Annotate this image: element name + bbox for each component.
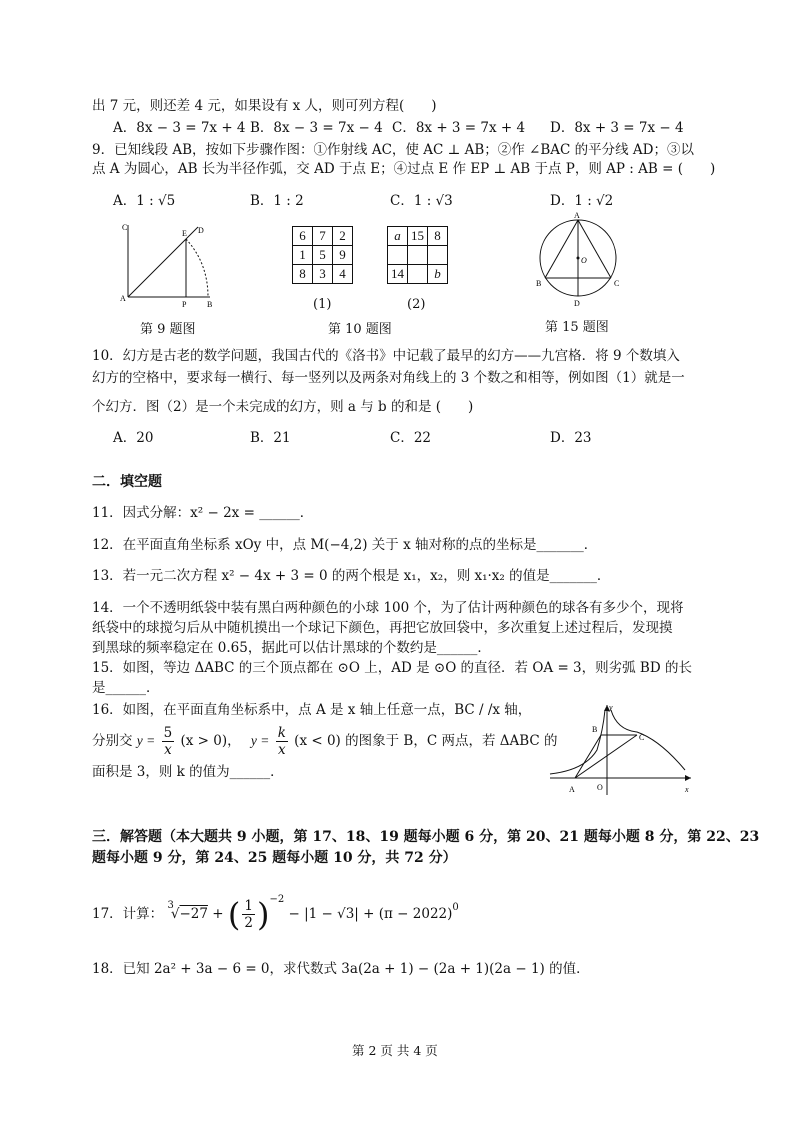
q10-option-c: C．22 <box>390 430 432 446</box>
figure-q15 <box>530 210 630 310</box>
q10-text-line1: 10．幻方是古老的数学问题，我国古代的《洛书》中记载了最早的幻方——九宫格．将 9 个数填入 <box>92 348 680 364</box>
figure-q9 <box>110 215 220 310</box>
section-solutions-line2: 题每小题 9 分，第 24、25 题每小题 10 分，共 72 分） <box>92 850 457 866</box>
q8-text: 出 7 元，则还差 4 元，如果设有 x 人，则可列方程( ) <box>92 98 437 114</box>
sq1-cell: 6 <box>293 227 313 246</box>
fig9-label-d: D <box>198 226 204 235</box>
q17-paren-right: ) <box>256 895 270 934</box>
sq2-cell: a <box>388 227 408 246</box>
q12-text: 12．在平面直角坐标系 xOy 中，点 M(−4,2) 关于 x 轴对称的点的坐标是_______． <box>92 537 598 553</box>
q16-text-line3: 面积是 3，则 k 的值为______． <box>92 764 284 780</box>
section-fill-in-title: 二．填空题 <box>92 474 162 490</box>
q11-text: 11．因式分解：x² − 2x = ______． <box>92 505 314 521</box>
q17-radicand: −27 <box>179 906 208 922</box>
q9-option-b: B．1 : 2 <box>250 193 304 209</box>
q14-text-line1: 14．一个不透明纸袋中装有黑白两种颜色的小球 100 个，为了估计两种颜色的球各有多少个，现将 <box>92 600 684 616</box>
q16-f1-num: 5 <box>163 725 173 741</box>
sq2-cell <box>408 265 428 284</box>
q17-exp2: 0 <box>452 902 459 913</box>
fig16-label-o: O <box>597 783 603 792</box>
q14-text-line2: 纸袋中的球搅匀后从中随机摸出一个球记下颜色，再把它放回袋中，多次重复上述过程后，发现摸 <box>92 620 673 636</box>
q16-f1-den: x <box>164 742 172 758</box>
magic-square-2 <box>387 226 448 284</box>
q17-frac <box>242 898 255 931</box>
sq1-cell: 3 <box>313 265 333 284</box>
q17-root-index: 3 <box>167 900 174 911</box>
fig15-label-a: A <box>574 211 580 220</box>
q17-plus: + <box>212 906 224 922</box>
sq2-cell: 8 <box>428 227 448 246</box>
q9-option-a: A．1 : √5 <box>113 193 176 209</box>
q17-label: 17．计算： <box>92 906 164 922</box>
fig15-label-c: C <box>614 279 620 288</box>
caption-fig10: 第 10 题图 <box>328 322 392 337</box>
caption-fig9: 第 9 题图 <box>140 322 196 337</box>
fig9-label-c: C <box>122 223 128 232</box>
sq1-cell: 7 <box>313 227 333 246</box>
fig16-label-a: A <box>569 785 575 794</box>
page-footer: 第 2 页 共 4 页 <box>352 1043 438 1058</box>
q8-option-b: B．8x − 3 = 7x − 4 <box>250 120 383 136</box>
caption-fig15: 第 15 题图 <box>545 320 609 335</box>
sq1-caption: (1) <box>313 297 332 312</box>
sq2-cell <box>428 246 448 265</box>
sq1-cell: 8 <box>293 265 313 284</box>
q9-text-line1: 9．已知线段 AB，按如下步骤作图：①作射线 AC，使 AC ⊥ AB；②作 ∠BAC 的平分线 AD；③以 <box>92 142 694 158</box>
q16-f2-cond: (x < 0) <box>294 733 341 749</box>
q16-f1-frac <box>162 725 175 758</box>
fig16-label-b: B <box>592 725 598 734</box>
sq1-cell: 5 <box>313 246 333 265</box>
q17-paren-left: ( <box>227 895 241 934</box>
q9-text-line2: 点 A 为圆心，AB 长为半径作弧，交 AD 于点 E；④过点 E 作 EP ⊥ AB 于点 P，则 AP : AB = ( ) <box>92 161 716 177</box>
q16-f1-lhs: y = <box>136 733 156 748</box>
sq1-cell: 4 <box>333 265 353 284</box>
q15-text-line1: 15．如图，等边 ΔABC 的三个顶点都在 ⊙O 上，AD 是 ⊙O 的直径．若 OA = 3，则劣弧 BD 的长 <box>92 660 692 676</box>
fig9-label-a: A <box>120 294 126 303</box>
fig15-label-b: B <box>536 279 542 288</box>
fig16-label-c: C <box>639 733 645 742</box>
q8-option-a: A．8x − 3 = 7x + 4 <box>113 120 246 136</box>
q13-text: 13．若一元二次方程 x² − 4x + 3 = 0 的两个根是 x₁，x₂，则 x₁·x₂ 的值是_______． <box>92 568 611 584</box>
fig9-label-e: E <box>182 229 187 238</box>
q16-f2-num: k <box>277 725 286 741</box>
sq2-cell: 15 <box>408 227 428 246</box>
q16-post: 的图象于 B，C 两点，若 ΔABC 的 <box>345 733 558 749</box>
fig9-label-b: B <box>207 300 213 309</box>
fig16-label-y: y <box>609 703 613 712</box>
q16-f2-den: x <box>277 742 286 758</box>
sq1-cell: 9 <box>333 246 353 265</box>
q17-frac-den: 2 <box>244 915 253 931</box>
q16-f2-frac <box>276 725 288 758</box>
q9-option-c: C．1 : √3 <box>390 193 453 209</box>
sq2-cell: 14 <box>388 265 408 284</box>
q14-text-line3: 到黑球的频率稳定在 0.65，据此可以估计黑球的个数约是______． <box>92 640 491 656</box>
q17-exp1: −2 <box>269 894 285 905</box>
q17-rest: − |1 − √3| + (π − 2022) <box>288 906 453 922</box>
q16-text-line1: 16．如图，在平面直角坐标系中，点 A 是 x 轴上任意一点，BC / /x 轴， <box>92 702 532 718</box>
magic-square-1 <box>292 226 353 284</box>
q16-f1-cond: (x > 0)， <box>180 733 241 749</box>
q8-option-d: D．8x + 3 = 7x − 4 <box>550 120 684 136</box>
q10-text-line2: 幻方的空格中，要求每一横行、每一竖列以及两条对角线上的 3 个数之和相等，例如图（1）就是一 <box>92 370 685 386</box>
q16-f2-lhs: y = <box>250 733 270 748</box>
q8-option-c: C．8x + 3 = 7x + 4 <box>392 120 526 136</box>
q16-text-line2 <box>92 723 558 759</box>
q17-frac-num: 1 <box>244 898 253 914</box>
fig15-label-o: O <box>581 256 587 265</box>
q9-option-d: D．1 : √2 <box>550 193 614 209</box>
figure-q16 <box>545 700 695 798</box>
sq2-cell <box>388 246 408 265</box>
q16-pre: 分别交 <box>92 733 133 749</box>
q10-text-line3: 个幻方．图（2）是一个未完成的幻方，则 a 与 b 的和是 ( ) <box>92 399 474 415</box>
section-solutions-line1: 三．解答题（本大题共 9 小题，第 17、18、19 题每小题 6 分，第 20、21 题每小题 8 分，第 22、23 <box>92 829 760 845</box>
q10-option-b: B．21 <box>250 430 291 446</box>
fig16-label-x: x <box>685 785 689 794</box>
q17-text: 17．计算： $^3$√−27 + ( $\frac{1}{2}$ )$^{-2} - |1 - √3| + (\pi - 2022)^0$ <box>92 894 459 934</box>
sq2-caption: (2) <box>407 297 426 312</box>
fig15-label-d: D <box>574 299 580 308</box>
sq2-cell: b <box>428 265 448 284</box>
q18-text: 18．已知 2a² + 3a − 6 = 0，求代数式 3a(2a + 1) − (2a + 1)(2a − 1) 的值． <box>92 961 590 977</box>
q10-option-d: D．23 <box>550 430 592 446</box>
q15-text-line2: 是______． <box>92 680 160 696</box>
sq1-cell: 2 <box>333 227 353 246</box>
q10-option-a: A．20 <box>113 430 154 446</box>
fig9-label-p: P <box>182 300 187 309</box>
sq2-cell <box>408 246 428 265</box>
sq1-cell: 1 <box>293 246 313 265</box>
